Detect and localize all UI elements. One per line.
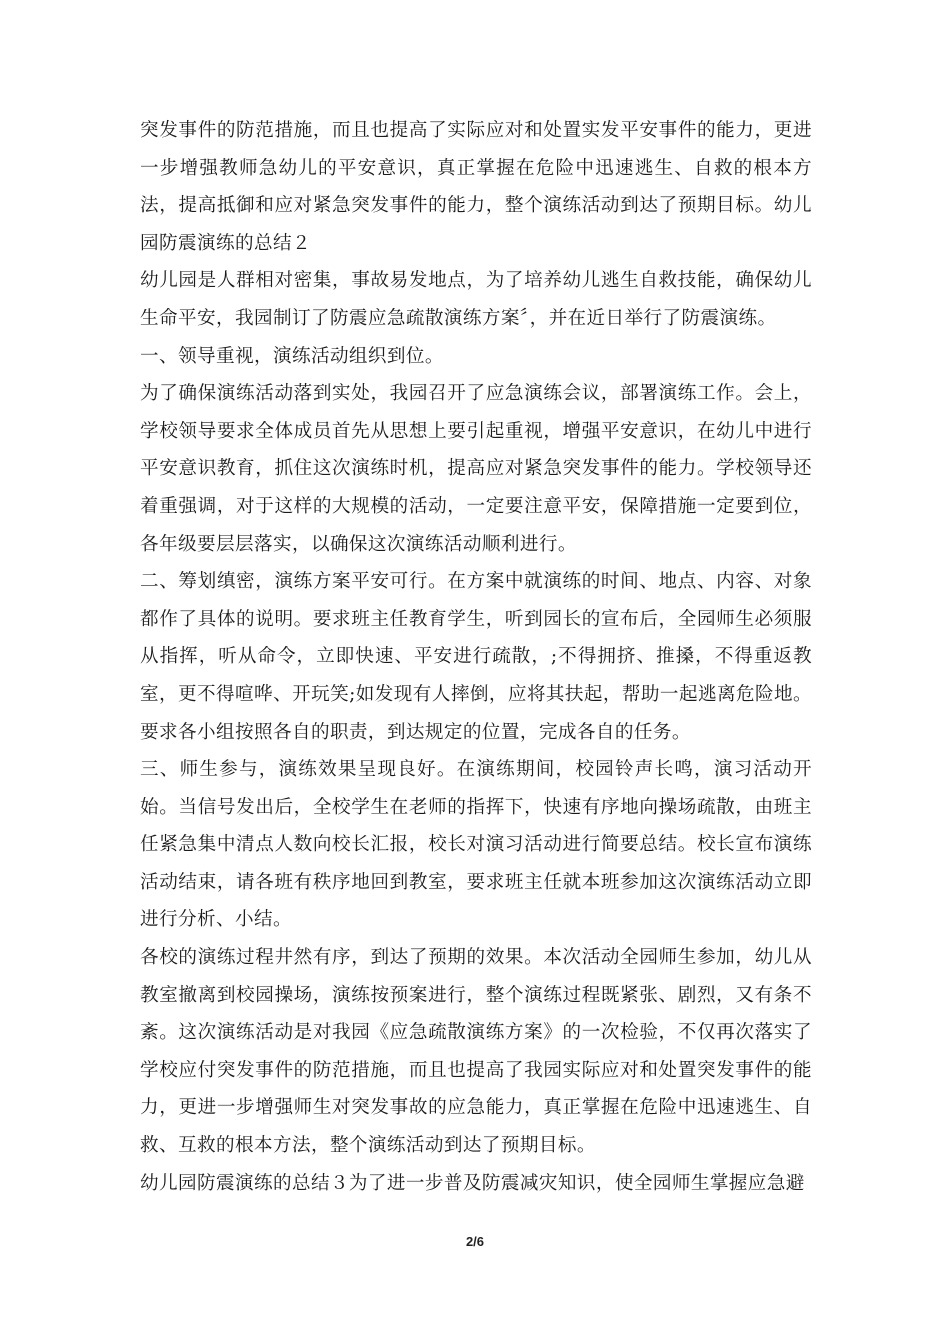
- section-paragraph-2: 二、筹划缜密，演练方案平安可行。在方案中就演练的时间、地点、内容、对象都作了具体的说明。要求班主任教育学生，听到园长的宣布后，全园师生必须服从指挥，听从命令，立即快速、平安进行疏散，;不得拥挤、推搡，不得重返教室，更不得喧哗、开玩笑;如发现有人摔倒，应将其扶起，帮助一起逃离危险地。要求各小组按照各自的职责，到达规定的位置，完成各自的任务。: [140, 571, 812, 743]
- section-paragraph-3: 三、师生参与，演练效果呈现良好。在演练期间，校园铃声长鸣，演习活动开始。当信号发出后，全校学生在老师的指挥下，快速有序地向操场疏散，由班主任紧急集中清点人数向校长汇报，校长对演习活动进行简要总结。校长宣布演练活动结束，请各班有秩序地回到教室，要求班主任就本班参加这次演练活动立即进行分析、小结。: [140, 759, 812, 931]
- document-body: [140, 112, 812, 1202]
- page-number: 2/6: [465, 1234, 485, 1249]
- paragraph-4: 各校的演练过程井然有序，到达了预期的效果。本次活动全园师生参加，幼儿从教室撤离到校园操场，演练按预案进行，整个演练过程既紧张、剧烈，又有条不紊。这次演练活动是对我园《应急疏散演练方案》的一次检验，不仅再次落实了学校应付突发事件的防范措施，而且也提高了我园实际应对和处置突发事件的能力，更进一步增强师生对突发事故的应急能力，真正掌握在危险中迅速逃生、自救、互救的根本方法，整个演练活动到达了预期目标。: [140, 947, 812, 1157]
- paragraph-1: 突发事件的防范措施，而且也提高了实际应对和处置实发平安事件的能力，更进一步增强教师急幼儿的平安意识，真正掌握在危险中迅速逃生、自救的根本方法，提高抵御和应对紧急突发事件的能力，整个演练活动到达了预期目标。幼儿园防震演练的总结２: [140, 120, 812, 254]
- section-heading-1: 一、领导重视，演练活动组织到位。: [140, 345, 444, 367]
- paragraph-2: 幼儿园是人群相对密集，事故易发地点，为了培养幼儿逃生自救技能，确保幼儿生命平安，我园制订了防震应急疏散演练方案〞，并在近日举行了防震演练。: [140, 270, 812, 329]
- paragraph-5: 幼儿园防震演练的总结３为了进一步普及防震减灾知识，使全园师生掌握应急避: [140, 1172, 805, 1194]
- paragraph-3: 为了确保演练活动落到实处，我园召开了应急演练会议，部署演练工作。会上，学校领导要求全体成员首先从思想上要引起重视，增强平安意识，在幼儿中进行平安意识教育，抓住这次演练时机，提高应对紧急突发事件的能力。学校领导还着重强调，对于这样的大规模的活动，一定要注意平安，保障措施一定要到位，各年级要层层落实，以确保这次演练活动顺利进行。: [140, 383, 812, 555]
